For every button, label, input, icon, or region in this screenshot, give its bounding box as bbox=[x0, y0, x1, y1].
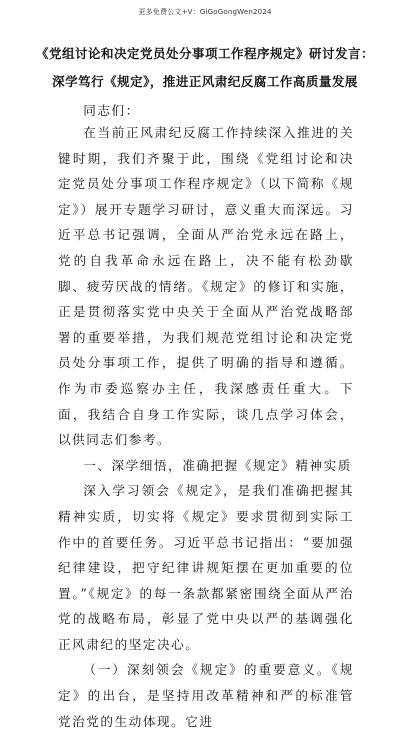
document-title-line-2: 深学笃行《规定》，推进正风肃纪反腐工作高质量发展 bbox=[52, 74, 358, 89]
document-body bbox=[58, 120, 354, 734]
paragraph-intro: 在当前正风肃纪反腐工作持续深入推进的关键时期，我们齐聚于此，围绕《党组讨论和决定党员处分事项工作程序规定》（以下简称《规定》）展开专题学习研讨，意义重大而深远。习近平总书记强调，全面从严治党永远在路上，党的自我革命永远在路上，决不能有松劲歇脚、疲劳厌战的情绪。《规定》的修订和实施，正是贯彻落实党中央关于全面从严治党战略部署的重要举措，为我们规范党组讨论和决定党员处分事项工作，提供了明确的指导和遵循。作为市委巡察办主任，我深感责任重大。下面，我结合自身工作实际，谈几点学习体会，以供同志们参考。 bbox=[58, 125, 354, 448]
paragraph-subsection-1: （一）深刻领会《规定》的重要意义。《规定》的出台，是坚持用改革精神和严的标准管党治党的生动体现。它进 bbox=[58, 662, 354, 729]
paragraph-section-1: 深入学习领会《规定》，是我们准确把握其精神实质，切实将《规定》要求贯彻到实际工作中的首要任务。习近平总书记指出：“要加强纪律建设，把守纪律讲规矩摆在更加重要的位置。”《规定》的每一条款都紧密围绕全面从严治党的战略布局，彰显了党中央以严的基调强化正风肃纪的坚定决心。 bbox=[58, 483, 354, 652]
section-heading-1: 一、深学细悟，准确把握《规定》精神实质 bbox=[83, 457, 352, 473]
salutation: 同志们： bbox=[83, 103, 140, 118]
document-title-line-1: 《党组讨论和决定党员处分事项工作程序规定》研讨发言： bbox=[35, 46, 374, 61]
header-watermark: 更多免费公文+V：GiGoGongWen2024 bbox=[138, 8, 272, 16]
